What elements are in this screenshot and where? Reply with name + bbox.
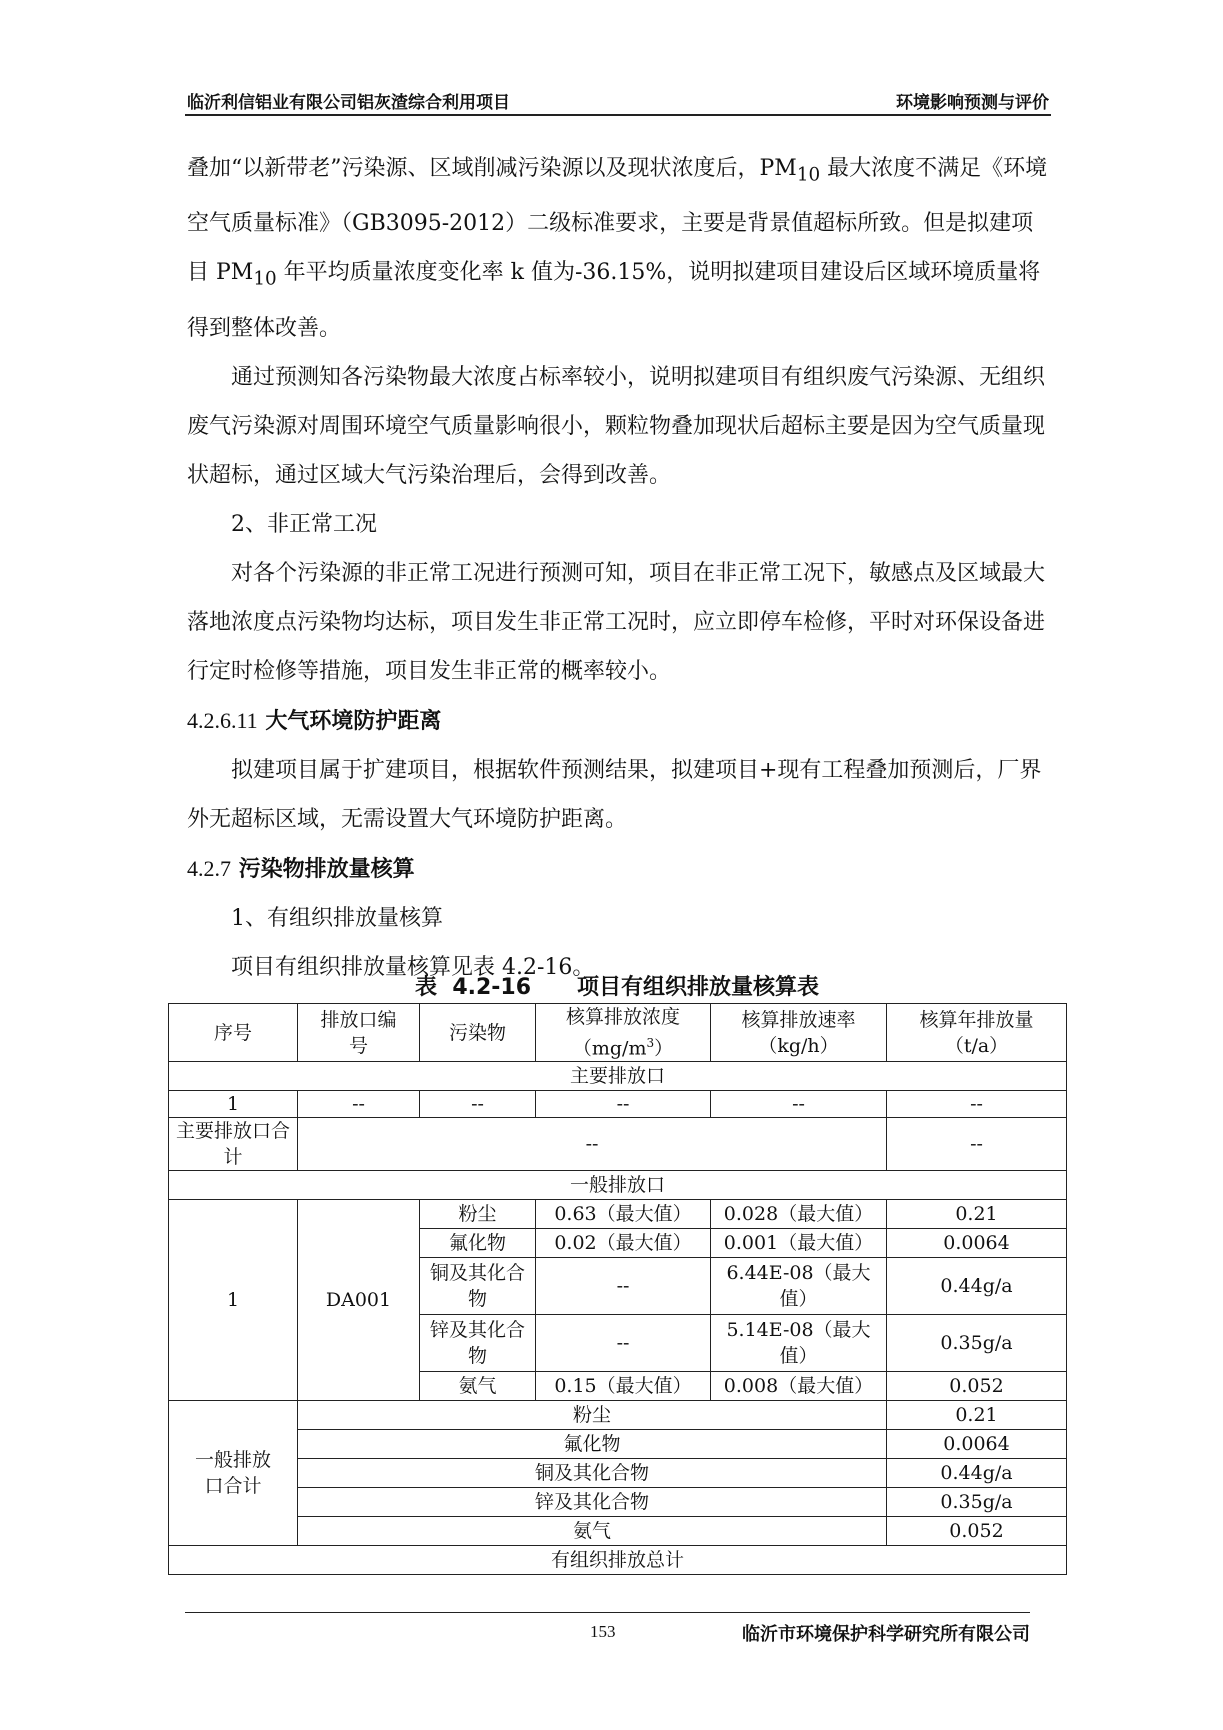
header-seq: 序号	[169, 1004, 298, 1062]
general-outlet: DA001	[298, 1200, 420, 1401]
paragraph-table-reference: 项目有组织排放量核算见表 4.2-16。	[231, 954, 595, 980]
main-total-label: 主要排放口合计	[169, 1118, 298, 1171]
paragraph-protection-distance: 拟建项目属于扩建项目，根据软件预测结果，拟建项目+现有工程叠加预测后，厂界外无超标区域，无需设置大气环境防护距离。	[187, 757, 1042, 832]
subheading-organized-emission: 1、有组织排放量核算	[231, 905, 443, 931]
header-pollutant: 污染物	[420, 1004, 536, 1062]
general-seq: 1	[169, 1200, 298, 1401]
paragraph-prediction: 通过预测知各污染物最大浓度占标率较小，说明拟建项目有组织废气污染源、无组织废气污染源对周围环境空气质量影响很小，颗粒物叠加现状后超标主要是因为空气质量现状超标，通过区域大气污染治理后，会得到改善。	[187, 364, 1046, 488]
section-heading-protection-distance: 4.2.6.11 大气环境防护距离	[187, 707, 442, 734]
table-row-general-total: 氟化物 0.0064	[169, 1430, 1067, 1459]
paragraph-abnormal: 对各个污染源的非正常工况进行预测可知，项目在非正常工况下，敏感点及区域最大落地浓度点污染物均达标，项目发生非正常工况时，应立即停车检修，平时对环保设备进行定时检修等措施，项目发生非正常的概率较小。	[187, 560, 1046, 684]
header-annual: 核算年排放量 （t/a）	[887, 1004, 1067, 1062]
subheading-abnormal: 2、非正常工况	[231, 511, 377, 537]
emission-table	[168, 1003, 1067, 1575]
header-outlet: 排放口编 号	[298, 1004, 420, 1062]
section-row-general: 一般排放口	[169, 1171, 1067, 1200]
footer-organization: 临沂市环境保护科学研究所有限公司	[742, 1624, 1030, 1645]
table-row-main-outlet: 1 -- -- -- -- --	[169, 1091, 1067, 1118]
general-total-label: 一般排放口合计	[169, 1401, 298, 1546]
footer-divider	[185, 1612, 1030, 1613]
header-concentration: 核算排放浓度 $(mg/m^3)$	[536, 1004, 711, 1062]
header-project-title: 临沂利信铝业有限公司铝灰渣综合利用项目	[187, 93, 510, 113]
table-header-row	[169, 1004, 1067, 1062]
section-heading-emission-accounting: 4.2.7 污染物排放量核算	[187, 855, 415, 882]
table-row-general: 氨气 0.15（最大值） 0.008（最大值） 0.052	[169, 1372, 1067, 1401]
body-text	[187, 144, 1049, 992]
table-row-general: 氟化物 0.02（最大值） 0.001（最大值） 0.0064	[169, 1229, 1067, 1258]
table-row-general-total: 铜及其化合物 0.44g/a	[169, 1459, 1067, 1488]
table-row-general-total: 锌及其化合物 0.35g/a	[169, 1488, 1067, 1517]
table-row-general: 锌及其化合物 -- 5.14E-08（最大值） 0.35g/a	[169, 1315, 1067, 1372]
table-row-general: 铜及其化合物 -- 6.44E-08（最大值） 0.44g/a	[169, 1258, 1067, 1315]
table-row-general: 1 DA001 粉尘 0.63（最大值） 0.028（最大值） 0.21	[169, 1200, 1067, 1229]
table-caption: 表 4.2-16 项目有组织排放量核算表	[415, 975, 819, 1000]
table-row-main-total: 主要排放口合计 -- --	[169, 1118, 1067, 1171]
page-header	[185, 84, 1051, 116]
header-section-title: 环境影响预测与评价	[896, 93, 1049, 113]
table-row-general-total: 一般排放口合计 粉尘 0.21	[169, 1401, 1067, 1430]
table-row-grand-total: 有组织排放总计	[169, 1546, 1067, 1575]
page-number: 153	[590, 1622, 616, 1641]
table-row-general-total: 氨气 0.052	[169, 1517, 1067, 1546]
section-row-main: 主要排放口	[169, 1062, 1067, 1091]
paragraph-pm10: 叠加“以新带老”污染源、区域削减污染源以及现状浓度后，$PM_{10}$ 最大浓度不满足《环境空气质量标准》（GB3095-2012）二级标准要求，主要是背景值超标所致。但是拟建项目 $PM_{10}$ 年平均质量浓度变化率 k 值为-36.15%，说明拟建项目建设后区域环境质量将得到整体改善。	[187, 156, 1048, 341]
header-rate: 核算排放速率 （kg/h）	[711, 1004, 887, 1062]
